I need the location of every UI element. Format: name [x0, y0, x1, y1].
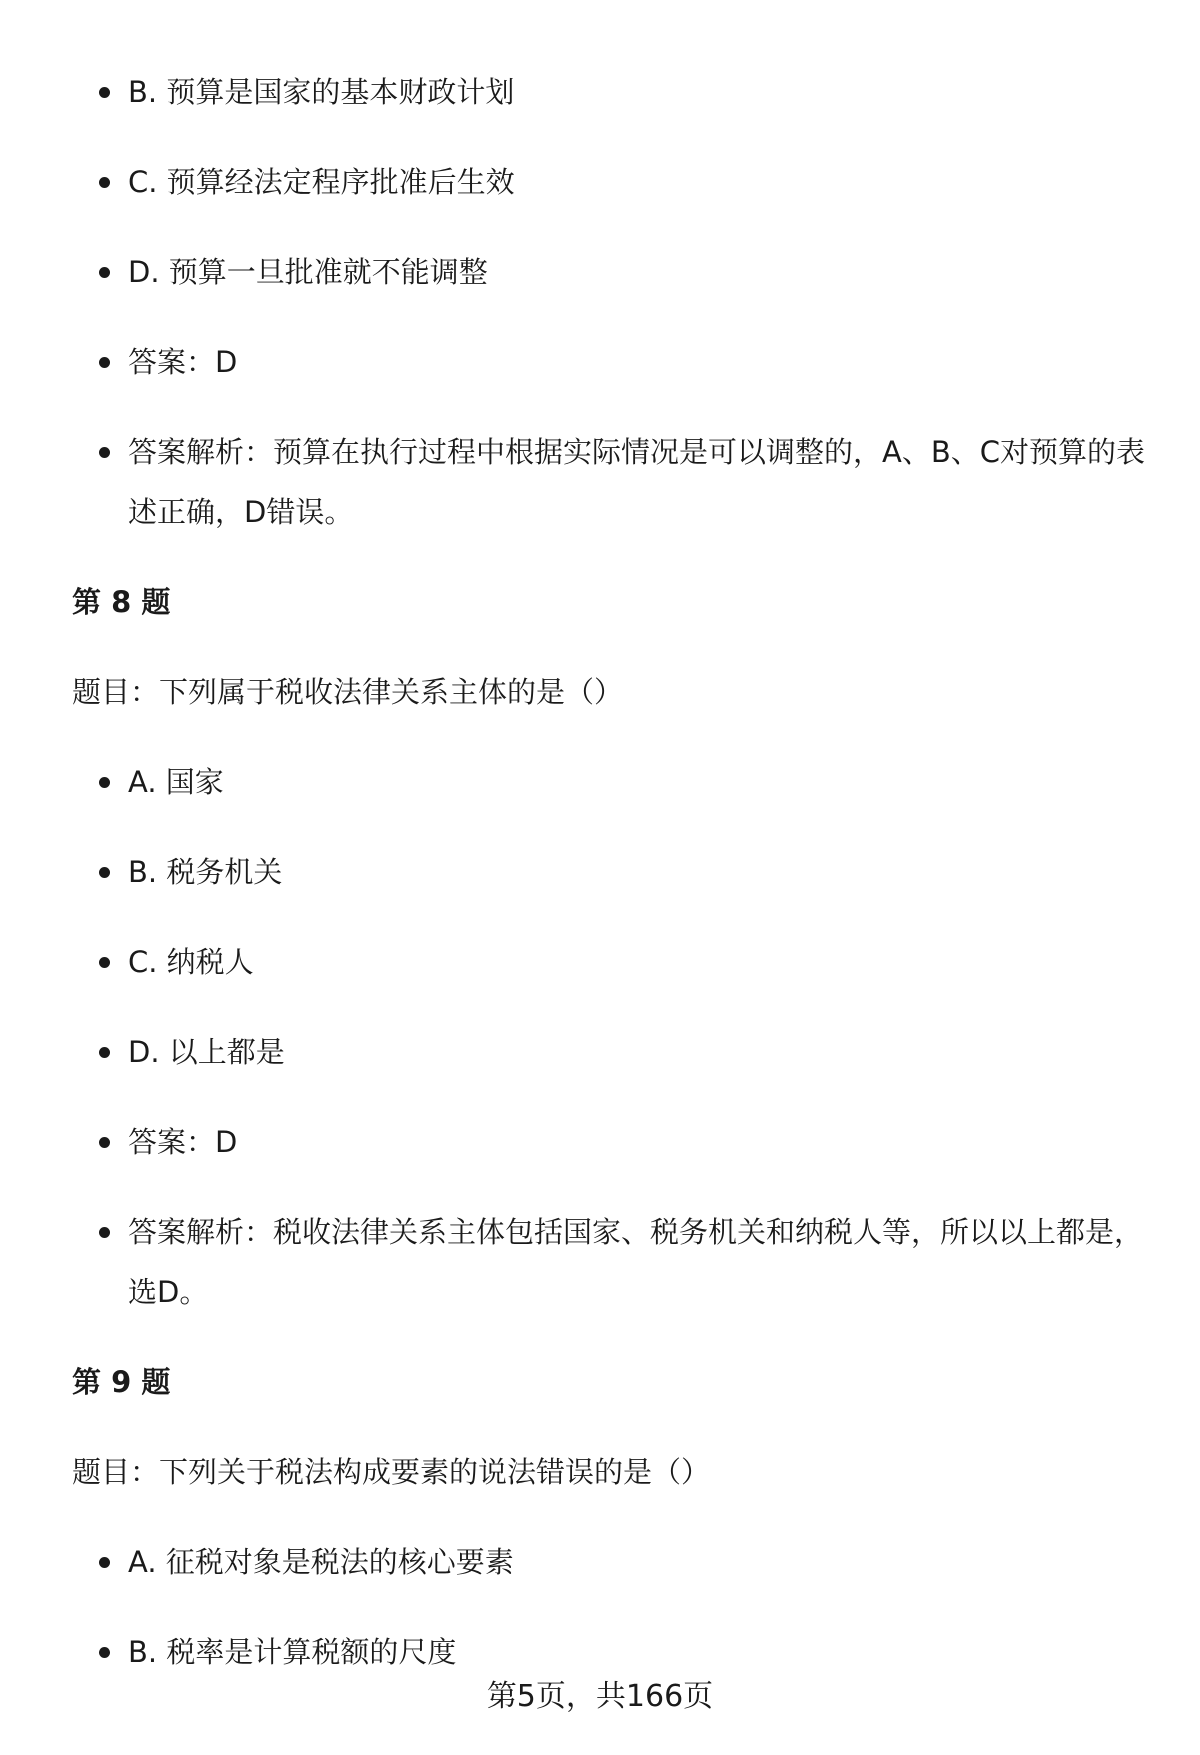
option-b: B. 税率是计算税额的尺度 — [72, 1622, 1152, 1682]
option-c: C. 纳税人 — [72, 932, 1152, 992]
question-8-heading: 第 8 题 — [72, 585, 171, 619]
answer: 答案：D — [72, 1112, 1152, 1172]
answer-explanation: 答案解析：税收法律关系主体包括国家、税务机关和纳税人等，所以以上都是，选D。 — [72, 1202, 1152, 1322]
option-a: A. 征税对象是税法的核心要素 — [72, 1532, 1152, 1592]
question-9-heading: 第 9 题 — [72, 1365, 171, 1399]
question-8-options — [72, 752, 1152, 1322]
question-7-options — [72, 62, 1152, 542]
option-a: A. 国家 — [72, 752, 1152, 812]
option-d: D. 以上都是 — [72, 1022, 1152, 1082]
question-8-text: 题目：下列属于税收法律关系主体的是（） — [72, 675, 624, 709]
option-d: D. 预算一旦批准就不能调整 — [72, 242, 1152, 302]
page-number: 第5页，共166页 — [486, 1679, 714, 1714]
option-b: B. 预算是国家的基本财政计划 — [72, 62, 1152, 122]
answer-explanation: 答案解析：预算在执行过程中根据实际情况是可以调整的，A、B、C对预算的表述正确，D错误。 — [72, 422, 1152, 542]
page-content — [72, 62, 1152, 1712]
option-b: B. 税务机关 — [72, 842, 1152, 902]
question-9-options — [72, 1532, 1152, 1682]
option-c: C. 预算经法定程序批准后生效 — [72, 152, 1152, 212]
question-9-text: 题目：下列关于税法构成要素的说法错误的是（） — [72, 1455, 711, 1489]
answer: 答案：D — [72, 332, 1152, 392]
